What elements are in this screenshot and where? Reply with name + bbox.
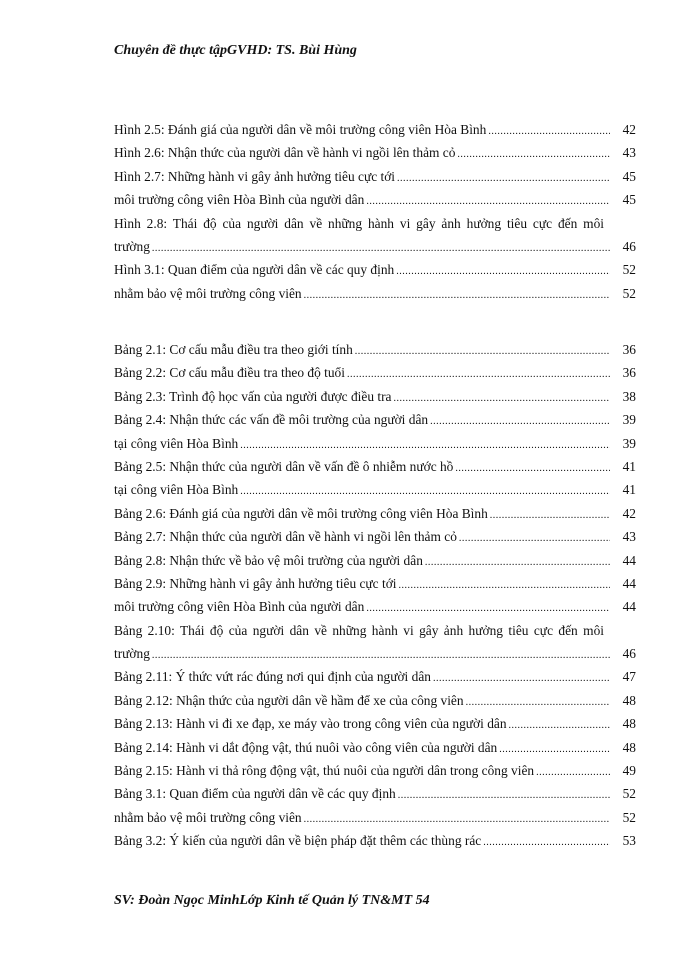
table-entry xyxy=(114,712,636,735)
entry-title: Bảng 2.14: Hành vi dắt động vật, thú nuôi vào công viên của người dân xyxy=(114,739,498,755)
entry-title: Hình 2.7: Những hành vi gây ảnh hưởng tiêu cực tới xyxy=(114,168,396,184)
dot-leader xyxy=(240,432,610,457)
table-entry xyxy=(114,782,636,805)
entry-page-number: 38 xyxy=(622,388,636,404)
table-entry xyxy=(114,455,636,478)
table-entry xyxy=(114,361,636,384)
entry-title: Hình 2.6: Nhận thức của người dân về hành vi ngồi lên thảm cỏ xyxy=(114,145,456,161)
entry-page-number: 42 xyxy=(622,122,636,137)
dot-leader xyxy=(152,642,610,667)
figure-entry xyxy=(114,235,636,258)
entry-title: trường xyxy=(114,238,150,254)
entry-title: trường xyxy=(114,646,150,662)
entry-page-number: 46 xyxy=(622,646,636,662)
entry-title: Bảng 2.11: Ý thức vứt rác đúng nơi qui định của người dân xyxy=(114,669,431,685)
table-entry xyxy=(114,689,636,712)
table-entry xyxy=(114,478,636,501)
entry-title: Bảng 3.2: Ý kiến của người dân về biện pháp đặt thêm các thùng rác xyxy=(114,833,482,849)
dot-leader xyxy=(466,689,610,714)
entry-page-number: 47 xyxy=(622,669,636,685)
figure-entry xyxy=(114,212,636,235)
page-footer: SV: Đoàn Ngọc MinhLớp Kinh tế Quản lý TN&MT 54 xyxy=(114,893,430,908)
entry-title: môi trường công viên Hòa Bình của người dân xyxy=(114,192,365,208)
entry-page-number: 45 xyxy=(622,192,636,208)
dot-leader xyxy=(397,165,610,190)
entry-page-number: 52 xyxy=(622,786,636,802)
table-entry xyxy=(114,736,636,759)
table-entry xyxy=(114,502,636,525)
entry-page-number: 52 xyxy=(622,809,636,825)
entry-title: Bảng 2.6: Đánh giá của người dân về môi trường công viên Hòa Bình xyxy=(114,505,488,521)
figure-entry xyxy=(114,165,636,188)
page-header: Chuyên đề thực tậpGVHD: TS. Bùi Hùng xyxy=(114,43,357,58)
entry-title: Bảng 2.2: Cơ cấu mẫu điều tra theo độ tuổi xyxy=(114,365,345,381)
dot-leader xyxy=(396,258,610,283)
dot-leader xyxy=(366,188,610,213)
entry-page-number: 52 xyxy=(622,285,636,301)
table-entry xyxy=(114,619,636,642)
dot-leader xyxy=(355,338,610,363)
entry-title: Bảng 2.1: Cơ cấu mẫu điều tra theo giới tính xyxy=(114,342,353,357)
dot-leader xyxy=(457,141,610,166)
entry-title: Bảng 2.8: Nhận thức về bảo vệ môi trường của người dân xyxy=(114,552,423,568)
dot-leader xyxy=(393,385,610,410)
table-entry xyxy=(114,549,636,572)
entry-page-number: 53 xyxy=(622,833,636,849)
entry-page-number: 36 xyxy=(622,365,636,381)
table-entry xyxy=(114,572,636,595)
entry-title: môi trường công viên Hòa Bình của người dân xyxy=(114,599,365,615)
entry-title: Bảng 2.12: Nhận thức của người dân về hầm để xe của công viên xyxy=(114,692,464,708)
dot-leader xyxy=(366,595,610,620)
table-entry xyxy=(114,525,636,548)
entry-title: Hình 2.5: Đánh giá của người dân về môi trường công viên Hòa Bình xyxy=(114,122,487,137)
dot-leader xyxy=(152,235,610,260)
dot-leader xyxy=(488,118,610,143)
entry-page-number: 39 xyxy=(622,435,636,451)
table-list xyxy=(114,338,636,853)
entry-title: Bảng 2.10: Thái độ của người dân về những hành vi gây ảnh hưởng tiêu cực đến môi xyxy=(114,622,604,638)
table-entry xyxy=(114,829,636,852)
entry-page-number: 41 xyxy=(622,482,636,498)
dot-leader xyxy=(490,502,610,527)
table-entry xyxy=(114,665,636,688)
entry-page-number: 48 xyxy=(622,692,636,708)
entry-page-number: 43 xyxy=(622,145,636,161)
figure-entry xyxy=(114,118,636,141)
figure-list xyxy=(114,118,636,305)
entry-page-number: 44 xyxy=(622,552,636,568)
dot-leader xyxy=(455,455,610,480)
table-entry xyxy=(114,385,636,408)
entry-page-number: 48 xyxy=(622,716,636,732)
table-entry xyxy=(114,432,636,455)
table-entry xyxy=(114,806,636,829)
entry-title: Bảng 2.5: Nhận thức của người dân về vấn đề ô nhiễm nước hồ xyxy=(114,458,454,474)
figure-entry xyxy=(114,188,636,211)
dot-leader xyxy=(304,282,610,307)
table-entry xyxy=(114,338,636,361)
entry-page-number: 42 xyxy=(622,505,636,521)
dot-leader xyxy=(509,712,610,737)
dot-leader xyxy=(304,806,610,831)
entry-title: tại công viên Hòa Bình xyxy=(114,435,239,451)
dot-leader xyxy=(399,572,611,597)
entry-page-number: 52 xyxy=(622,262,636,278)
entry-title: Bảng 2.9: Những hành vi gây ảnh hưởng tiêu cực tới xyxy=(114,575,397,591)
figure-entry xyxy=(114,141,636,164)
dot-leader xyxy=(398,782,610,807)
entry-page-number: 43 xyxy=(622,529,636,545)
entry-title: Hình 3.1: Quan điểm của người dân về các quy định xyxy=(114,262,395,278)
dot-leader xyxy=(433,665,610,690)
table-entry xyxy=(114,642,636,665)
entry-title: Bảng 2.13: Hành vi đi xe đạp, xe máy vào trong công viên của người dân xyxy=(114,716,507,732)
entry-title: nhằm bảo vệ môi trường công viên xyxy=(114,285,302,301)
entry-page-number: 44 xyxy=(622,599,636,615)
dot-leader xyxy=(483,829,610,854)
entry-page-number: 39 xyxy=(622,412,636,428)
table-entry xyxy=(114,408,636,431)
table-entry xyxy=(114,595,636,618)
dot-leader xyxy=(499,736,610,761)
entry-title: nhằm bảo vệ môi trường công viên xyxy=(114,809,302,825)
entry-page-number: 45 xyxy=(622,168,636,184)
entry-title: Bảng 2.4: Nhận thức các vấn đề môi trường của người dân xyxy=(114,412,429,428)
entry-page-number: 41 xyxy=(622,458,636,474)
entry-title: tại công viên Hòa Bình xyxy=(114,482,239,498)
entry-title: Bảng 2.7: Nhận thức của người dân về hành vi ngồi lên thảm cỏ xyxy=(114,529,457,545)
entry-page-number: 49 xyxy=(622,763,636,779)
entry-page-number: 48 xyxy=(622,739,636,755)
table-entry xyxy=(114,759,636,782)
entry-title: Bảng 2.15: Hành vi thả rông động vật, thú nuôi của người dân trong công viên xyxy=(114,763,535,779)
dot-leader xyxy=(240,478,610,503)
figure-entry xyxy=(114,282,636,305)
entry-title: Bảng 2.3: Trình độ học vấn của người được điều tra xyxy=(114,388,392,404)
entry-page-number: 46 xyxy=(622,238,636,254)
entry-title: Hình 2.8: Thái độ của người dân về những hành vi gây ảnh hưởng tiêu cực đến môi xyxy=(114,215,604,231)
entry-page-number: 44 xyxy=(622,575,636,591)
dot-leader xyxy=(425,549,610,574)
entry-title: Bảng 3.1: Quan điểm của người dân về các quy định xyxy=(114,786,396,802)
dot-leader xyxy=(536,759,610,784)
dot-leader xyxy=(459,525,610,550)
figure-entry xyxy=(114,258,636,281)
dot-leader xyxy=(430,408,610,433)
entry-page-number: 36 xyxy=(622,342,636,357)
dot-leader xyxy=(347,361,610,386)
